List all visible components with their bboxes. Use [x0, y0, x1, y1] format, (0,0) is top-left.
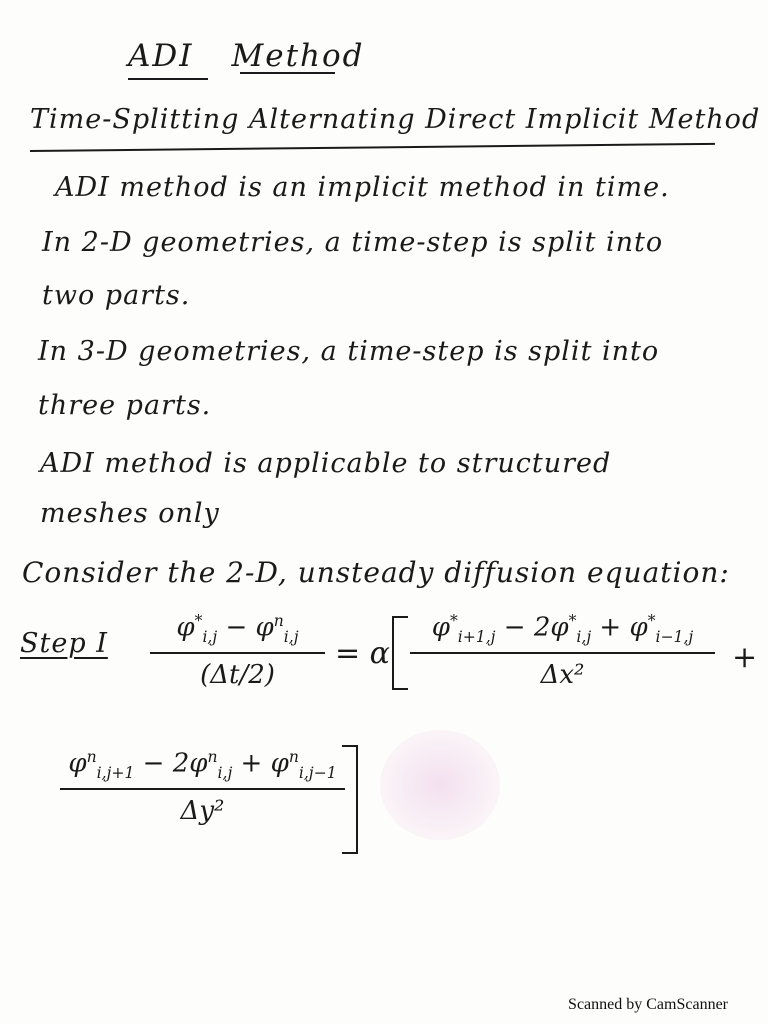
rhs-x-fraction [410, 612, 715, 690]
title-underline-adi [128, 78, 208, 80]
title-part-method: Method [231, 38, 365, 74]
step-label: Step I [20, 628, 108, 659]
rhs-x-denominator: Δx² [540, 659, 585, 690]
equals-alpha: = α [335, 636, 390, 671]
subtitle: Time-Splitting Alternating Direct Implicit Method [30, 104, 761, 135]
rhs-y-fraction [60, 748, 345, 826]
subtitle-underline [30, 143, 715, 152]
lhs-fraction [150, 612, 325, 690]
right-bracket [342, 745, 358, 854]
body-line-1: ADI method is an implicit method in time. [55, 172, 670, 203]
body-line-3: two parts. [42, 280, 191, 311]
title-underline-method [240, 72, 335, 74]
scanner-watermark: Scanned by CamScanner [568, 996, 728, 1013]
lhs-numerator: $\varphi^*_{i,j} - \varphi^n_{i,j}$ [176, 612, 299, 646]
ink-smudge [380, 730, 500, 840]
body-line-7: meshes only [40, 498, 220, 529]
body-line-2: In 2-D geometries, a time-step is split into [42, 227, 664, 258]
body-line-5: three parts. [38, 390, 212, 421]
plus-sign: + [732, 640, 758, 675]
rhs-y-denominator: Δy² [180, 795, 225, 826]
rhs-y-numerator: $\varphi^n_{i,j+1} - 2\varphi^n_{i,j} + \varphi^n_{i,j-1}$ [68, 748, 337, 782]
lhs-denominator: (Δt/2) [200, 659, 275, 690]
body-line-4: In 3-D geometries, a time-step is split into [38, 336, 660, 367]
page-title [128, 38, 365, 74]
title-part-adi: ADI [128, 38, 194, 74]
body-line-6: ADI method is applicable to structured [40, 448, 612, 479]
rhs-x-numerator: $\varphi^*_{i+1,j} - 2\varphi^*_{i,j} + \varphi^*_{i-1,j}$ [431, 612, 694, 646]
consider-line: Consider the 2-D, unsteady diffusion equation: [22, 556, 730, 589]
left-bracket [392, 616, 408, 690]
